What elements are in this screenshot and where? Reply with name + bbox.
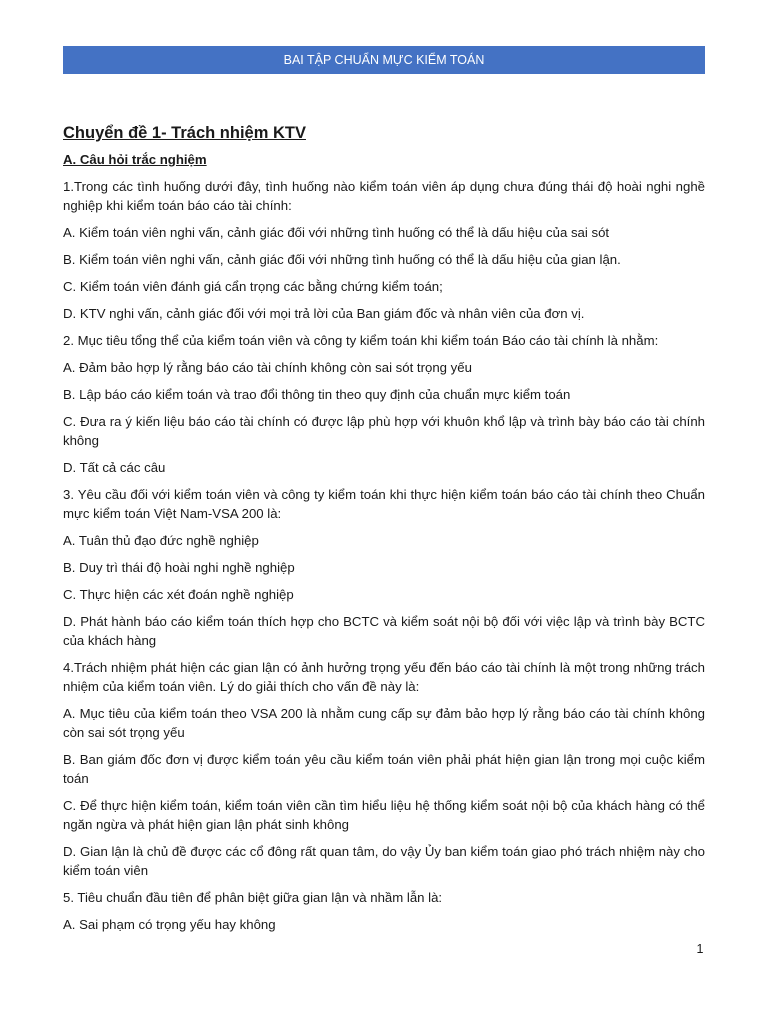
- paragraph: A. Kiểm toán viên nghi vấn, cảnh giác đối với những tình huống có thể là dấu hiệu của sai sót: [63, 225, 610, 240]
- paragraph: 2. Mục tiêu tổng thể của kiểm toán viên và công ty kiểm toán khi kiểm toán Báo cáo tài chính là nhằm:: [63, 333, 659, 348]
- section-heading: A. Câu hỏi trắc nghiệm: [63, 152, 207, 167]
- paragraph: 1.Trong các tình huống dưới đây, tình huống nào kiểm toán viên áp dụng chưa đúng thái độ hoài nghi nghề nghiệp khi kiểm toán báo cáo tài chính:: [63, 179, 705, 213]
- paragraph: C. Kiểm toán viên đánh giá cẩn trọng các bằng chứng kiểm toán;: [63, 279, 443, 294]
- paragraph: C. Để thực hiện kiểm toán, kiểm toán viên cần tìm hiểu liệu hệ thống kiểm soát nội bộ của khách hàng có thể ngăn ngừa và phát hiện gian lận phát sinh không: [63, 798, 705, 832]
- document-body: [63, 122, 705, 934]
- paragraph: D. Tất cả các câu: [63, 460, 166, 475]
- paragraph: 3. Yêu cầu đối với kiểm toán viên và công ty kiểm toán khi thực hiện kiểm toán báo cáo tài chính theo Chuẩn mực kiểm toán Việt Nam-VSA 200 là:: [63, 487, 705, 521]
- paragraph: C. Thực hiện các xét đoán nghề nghiệp: [63, 587, 294, 602]
- paragraph: B. Ban giám đốc đơn vị được kiểm toán yêu cầu kiểm toán viên phải phát hiện gian lận trong mọi cuộc kiểm toán: [63, 752, 705, 786]
- paragraph: B. Duy trì thái độ hoài nghi nghề nghiệp: [63, 560, 295, 575]
- page-number: 1: [696, 942, 704, 956]
- question-list: [63, 177, 705, 934]
- paragraph: C. Đưa ra ý kiến liệu báo cáo tài chính có được lập phù hợp với khuôn khổ lập và trình bày báo cáo tài chính không: [63, 414, 705, 448]
- paragraph: A. Tuân thủ đạo đức nghề nghiệp: [63, 533, 259, 548]
- paragraph: D. KTV nghi vấn, cảnh giác đối với mọi trả lời của Ban giám đốc và nhân viên của đơn vị.: [63, 306, 585, 321]
- paragraph: A. Sai phạm có trọng yếu hay không: [63, 917, 276, 932]
- paragraph: A. Đảm bảo hợp lý rằng báo cáo tài chính không còn sai sót trọng yếu: [63, 360, 472, 375]
- header-banner: BAI TẬP CHUẨN MỰC KIỂM TOÁN: [63, 46, 705, 74]
- paragraph: D. Gian lận là chủ đề được các cổ đông rất quan tâm, do vậy Ủy ban kiểm toán giao phó trách nhiệm này cho kiểm toán viên: [63, 844, 705, 878]
- page-title: Chuyển đề 1- Trách nhiệm KTV: [63, 124, 306, 142]
- paragraph: A. Mục tiêu của kiểm toán theo VSA 200 là nhằm cung cấp sự đảm bảo hợp lý rằng báo cáo tài chính không còn sai sót trọng yếu: [63, 706, 705, 740]
- paragraph: B. Kiểm toán viên nghi vấn, cảnh giác đối với những tình huống có thể là dấu hiệu của gian lận.: [63, 252, 621, 267]
- paragraph: D. Phát hành báo cáo kiểm toán thích hợp cho BCTC và kiểm soát nội bộ đối với việc lập và trình bày BCTC của khách hàng: [63, 614, 705, 648]
- paragraph: 5. Tiêu chuẩn đầu tiên để phân biệt giữa gian lận và nhầm lẫn là:: [63, 890, 443, 905]
- paragraph: 4.Trách nhiệm phát hiện các gian lận có ảnh hưởng trọng yếu đến báo cáo tài chính là một trong những trách nhiệm của kiểm toán viên. Lý do giải thích cho vấn đề này là:: [63, 660, 705, 694]
- paragraph: B. Lập báo cáo kiểm toán và trao đổi thông tin theo quy định của chuẩn mực kiểm toán: [63, 387, 571, 402]
